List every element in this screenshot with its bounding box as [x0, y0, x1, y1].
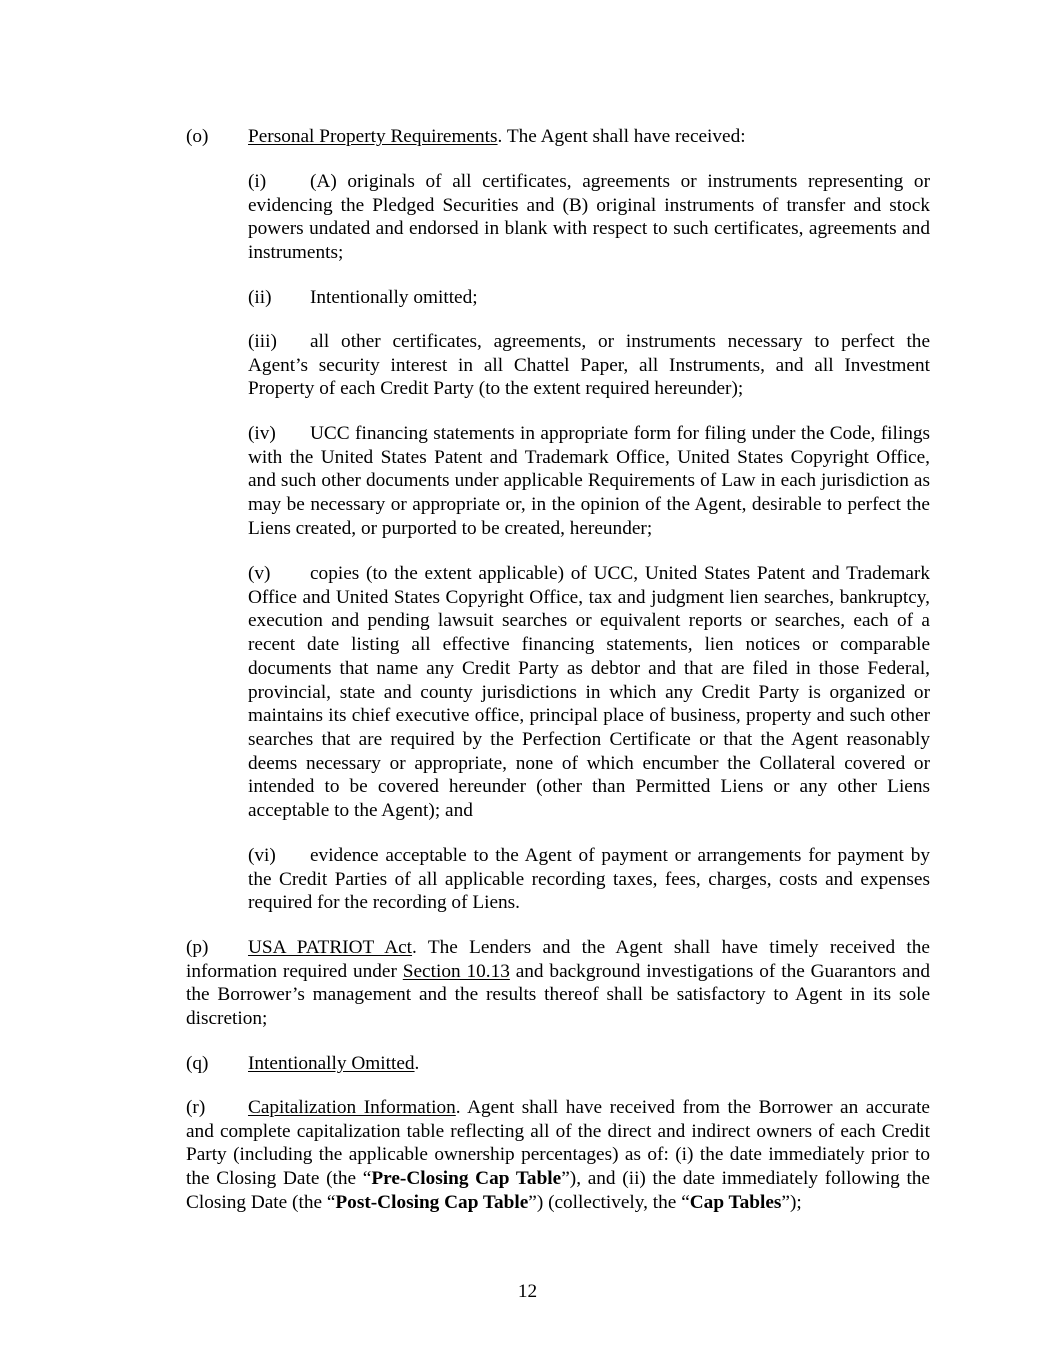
section-p-number: (p): [186, 937, 209, 958]
cap-tables-term: Cap Tables: [689, 1191, 782, 1213]
item-iv-number: (iv): [248, 423, 276, 444]
section-p-text-before: . The Lenders and the Agent shall have timely received the information required under: [186, 937, 930, 982]
section-10-13-link[interactable]: Section 10.13: [402, 960, 510, 982]
section-p-text-after: and background investigations of the Guarantors and the Borrower’s management and the results thereof shall be satisfactory to Agent in its sole discretion;: [186, 960, 930, 1030]
item-ii-number: (ii): [248, 287, 272, 308]
section-o-item-i: [248, 170, 930, 265]
page-number: 12: [517, 1281, 538, 1302]
item-ii-text: Intentionally omitted;: [310, 287, 478, 308]
section-o-item-vi: [248, 844, 930, 915]
section-q-number: (q): [186, 1053, 209, 1074]
item-iii-number: (iii): [248, 331, 277, 352]
section-o-number: (o): [186, 126, 209, 147]
pre-closing-cap-table-term: Pre-Closing Cap Table: [371, 1168, 562, 1190]
section-o-text: . The Agent shall have received:: [497, 126, 746, 147]
section-o-item-ii: [248, 286, 930, 310]
section-r-number: (r): [186, 1097, 206, 1118]
section-o-item-iv: [248, 422, 930, 541]
section-r-heading: Capitalization Information: [248, 1097, 456, 1118]
item-i-number: (i): [248, 171, 267, 192]
section-o-heading: Personal Property Requirements: [248, 126, 498, 147]
item-vi-number: (vi): [248, 845, 276, 866]
item-v-text: copies (to the extent applicable) of UCC, United States Patent and Trademark Office and United States Copyright Office, tax and judgment lien searches, bankruptcy, execution and pending lawsuit searches or equivalent reports or searches, each of a recent date listing all effective financing statements, lien notices or comparable documents that name any Credit Party as debtor and that are filed in those Federal, provincial, state and county jurisdictions in which any Credit Party is organized or maintains its chief executive office, principal place of business, property and such other searches that are required by the Perfection Certificate or that the Agent reasonably deems necessary or appropriate, none of which encumber the Collateral covered or intended to be covered hereunder (other than Permitted Liens or any other Liens acceptable to the Agent); and: [248, 563, 930, 822]
section-q-heading: Intentionally Omitted: [248, 1053, 415, 1074]
section-o-item-v: [248, 562, 930, 823]
section-q-text: .: [414, 1053, 420, 1074]
section-r-text-4: ”);: [781, 1191, 802, 1213]
item-iii-text: all other certificates, agreements, or instruments necessary to perfect the Agent’s security interest in all Chattel Paper, all Instruments, and all Investment Property of each Credit Party (to the extent required hereunder);: [248, 331, 930, 400]
section-p-heading: USA PATRIOT Act: [248, 937, 413, 958]
item-vi-text: evidence acceptable to the Agent of payment or arrangements for payment by the Credit Parties of all applicable recording taxes, fees, charges, costs and expenses required for the recording of Liens.: [248, 845, 930, 914]
item-i-text: (A) originals of all certificates, agreements or instruments representing or evidencing the Pledged Securities and (B) original instruments of transfer and stock powers undated and endorsed in blank with respect to such certificates, agreements and instruments;: [248, 171, 930, 264]
section-r: [186, 1096, 930, 1215]
section-r-text-3: ”) (collectively, the “: [528, 1191, 690, 1213]
section-r-text-1: . Agent shall have received from the Borrower an accurate and complete capitalization table reflecting all of the direct and indirect owners of each Credit Party (including the applicable ownership percentages) as of: (i) the date immediately prior to the Closing Date (the “: [186, 1097, 930, 1190]
post-closing-cap-table-term: Post-Closing Cap Table: [335, 1191, 529, 1213]
item-v-number: (v): [248, 563, 271, 584]
section-p: [186, 936, 930, 1031]
section-q: [186, 1052, 930, 1076]
section-r-text-2: ”), and (ii) the date immediately following the Closing Date (the “: [186, 1168, 930, 1213]
section-o: [186, 125, 930, 149]
section-o-item-iii: [248, 330, 930, 401]
item-iv-text: UCC financing statements in appropriate form for filing under the Code, filings with the United States Patent and Trademark Office, United States Copyright Office, and such other documents under applicable Requirements of Law in each jurisdiction as may be necessary or appropriate or, in the opinion of the Agent, desirable to perfect the Liens created, or purported to be created, hereunder;: [248, 423, 930, 539]
